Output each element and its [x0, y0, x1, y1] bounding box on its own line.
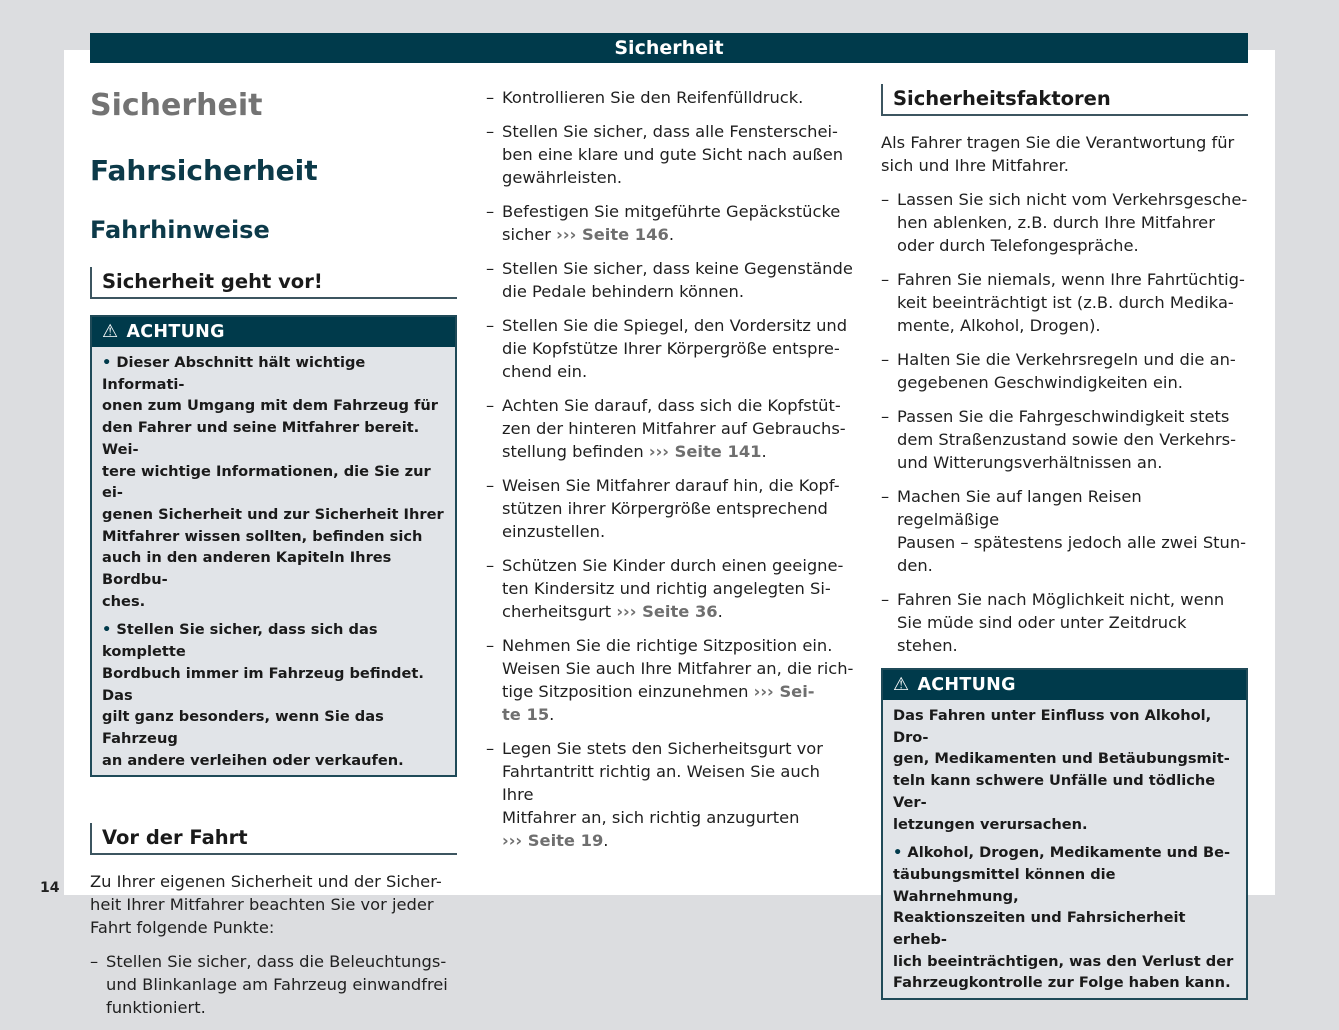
warning-triangle-icon: ⚠ [893, 674, 910, 695]
warning-item: • Dieser Abschnitt hält wichtige Informati- onen zum Umgang mit dem Fahrzeug für den Fahrer und seine Mitfahrer bereit. Wei- tere wichtige Informationen, die Sie zur ei- genen Sicherheit und zur Sicherheit Ihrer Mitfahrer wissen sollten, befinden sich auch in den anderen Kapiteln Ihres Bordbu- ches. [102, 354, 444, 610]
list-item: – Lassen Sie sich nicht vom Verkehrsgesche- hen ablenken, z.B. durch Ihre Mitfahrer oder durch Telefongespräche. [881, 188, 1248, 257]
warning-title: ACHTUNG [917, 675, 1016, 695]
running-header: Sicherheit [90, 33, 1248, 63]
list-item: – Machen Sie auf langen Reisen regelmäßige Pausen – spätestens jedoch alle zwei Stun- den. [881, 485, 1248, 577]
list-item: – Legen Sie stets den Sicherheitsgurt vor Fahrtantritt richtig an. Weisen Sie auch Ihre Mitfahrer an, sich richtig anzugurten ››› Seite 19. [486, 737, 856, 852]
heading-vor-der-fahrt: Vor der Fahrt [90, 823, 457, 855]
list-item: – Fahren Sie niemals, wenn Ihre Fahrtüchtig- keit beeinträchtigt ist (z.B. durch Medika- mente, Alkohol, Drogen). [881, 268, 1248, 337]
page-reference-link[interactable]: ››› Seite 19 [502, 831, 604, 850]
list-item: – Kontrollieren Sie den Reifenfülldruck. [486, 86, 856, 109]
page-reference-link[interactable]: ››› Seite 141 [648, 442, 762, 461]
list-item: – Stellen Sie sicher, dass alle Fensterschei- ben eine klare und gute Sicht nach außen gewährleisten. [486, 120, 856, 189]
list-item: – Schützen Sie Kinder durch einen geeigne- ten Kindersitz und richtig angelegten Si- cherheitsgurt ››› Seite 36. [486, 554, 856, 623]
page-reference-link[interactable]: ››› Seite 36 [616, 602, 718, 621]
page-number: 14 [40, 880, 60, 896]
heading-sicherheitsfaktoren: Sicherheitsfaktoren [881, 84, 1248, 116]
list-item: – Weisen Sie Mitfahrer darauf hin, die Kopf- stützen ihrer Körpergröße entsprechend einzustellen. [486, 474, 856, 543]
list-item: – Stellen Sie sicher, dass keine Gegenstände die Pedale behindern können. [486, 257, 856, 303]
warning-box [90, 315, 457, 777]
section-title: Fahrsicherheit [90, 154, 318, 187]
list-item: – Nehmen Sie die richtige Sitzposition ein. Weisen Sie auch Ihre Mitfahrer an, die rich- tige Sitzposition einzunehmen ››› Sei- te 15. [486, 634, 856, 726]
chapter-title: Sicherheit [90, 88, 263, 123]
warning-header [883, 670, 1246, 700]
warning-title: ACHTUNG [126, 322, 225, 342]
page-reference-link[interactable]: ››› Seite 146 [556, 225, 669, 244]
list-item: – Befestigen Sie mitgeführte Gepäckstücke sicher ››› Seite 146. [486, 200, 856, 246]
warning-triangle-icon: ⚠ [102, 321, 119, 342]
warning-lead: Das Fahren unter Einfluss von Alkohol, Dro- gen, Medikamenten und Betäubungsmit- teln kann schwere Unfälle und tödliche Ver- letzungen verursachen. [893, 707, 1230, 833]
right-column [881, 84, 1248, 1000]
warning-header [92, 317, 455, 347]
page-reference-link[interactable]: ››› Sei- te 15 [502, 682, 815, 724]
list-item: – Stellen Sie sicher, dass die Beleuchtungs- und Blinkanlage am Fahrzeug einwandfrei funktioniert. [90, 950, 457, 1019]
warning-item: • Stellen Sie sicher, dass sich das komplette Bordbuch immer im Fahrzeug befindet. Das gilt ganz besonders, wenn Sie das Fahrzeug an andere verleihen oder verkaufen. [102, 621, 424, 769]
heading-sicherheit-geht-vor: Sicherheit geht vor! [90, 267, 457, 299]
list-item: – Halten Sie die Verkehrsregeln und die an- gegebenen Geschwindigkeiten ein. [881, 348, 1248, 394]
list-item: – Passen Sie die Fahrgeschwindigkeit stets dem Straßenzustand sowie den Verkehrs- und Witterungsverhältnissen an. [881, 405, 1248, 474]
list-item: – Stellen Sie die Spiegel, den Vordersitz und die Kopfstütze Ihrer Körpergröße entspre- chend ein. [486, 314, 856, 383]
subsection-title: Fahrhinweise [90, 216, 270, 244]
list-item: – Achten Sie darauf, dass sich die Kopfstüt- zen der hinteren Mitfahrer auf Gebrauchs- stellung befinden ››› Seite 141. [486, 394, 856, 463]
left-column [90, 86, 457, 1030]
intro-paragraph: Zu Ihrer eigenen Sicherheit und der Sicher- heit Ihrer Mitfahrer beachten Sie vor jeder Fahrt folgende Punkte: [90, 872, 442, 938]
intro-paragraph: Als Fahrer tragen Sie die Verantwortung für sich und Ihre Mitfahrer. [881, 133, 1235, 175]
list-item: – Fahren Sie nach Möglichkeit nicht, wenn Sie müde sind oder unter Zeitdruck stehen. [881, 588, 1248, 657]
warning-box [881, 668, 1248, 1000]
middle-column [486, 86, 856, 863]
warning-item: • Alkohol, Drogen, Medikamente und Be- täubungsmittel können die Wahrnehmung, Reaktionszeiten und Fahrsicherheit erheb- lich beeinträchtigen, was den Verlust der Fahrzeugkontrolle zur Folge haben kann. [893, 844, 1234, 992]
